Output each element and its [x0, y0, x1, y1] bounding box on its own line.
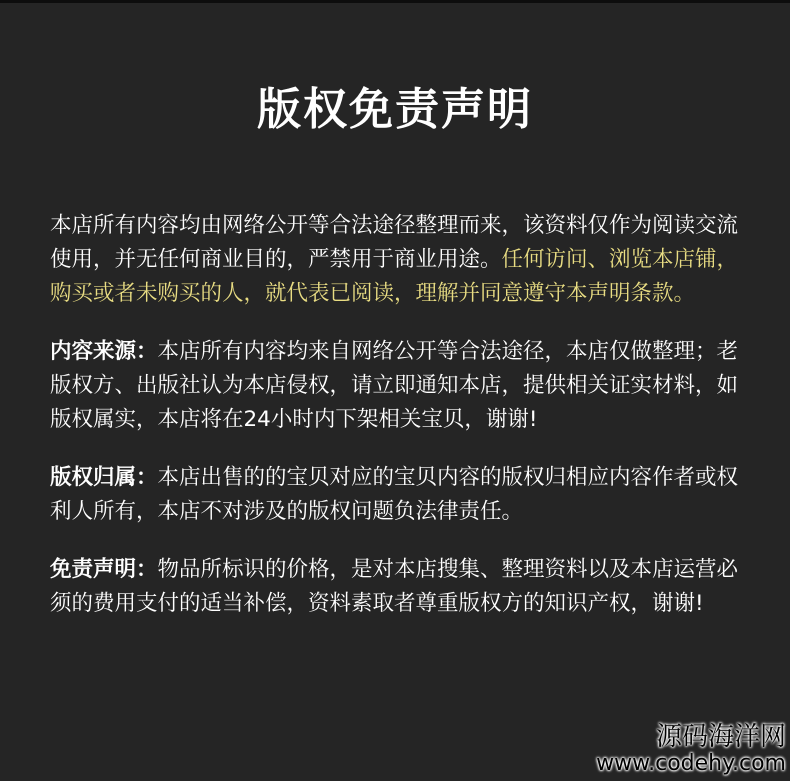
intro-highlight-text: 任何访问、浏览本店铺，购买或者未购买的人，就代表已阅读，理解并同意遵守本声明条款。 — [50, 247, 739, 306]
section-content-source — [50, 335, 750, 437]
section-copyright-ownership — [50, 461, 750, 529]
section-text: 本店所有内容均来自网络公开等合法途径，本店仅做整理；老版权方、出版社认为本店侵权，请立即通知本店，提供相关证实材料，如版权属实，本店将在24小时内下架相关宝贝，谢谢! — [50, 339, 739, 432]
disclaimer-body — [50, 209, 750, 645]
page-title: 版权免责声明 — [257, 84, 533, 135]
section-label: 免责声明： — [50, 557, 158, 582]
section-label: 版权归属： — [50, 465, 158, 490]
section-disclaimer — [50, 553, 750, 621]
watermark-url: www.codehy.com — [596, 751, 786, 776]
section-text: 本店出售的的宝贝对应的宝贝内容的版权归相应内容作者或权利人所有，本店不对涉及的版权问题负法律责任。 — [50, 465, 739, 524]
intro-text: 本店所有内容均由网络公开等合法途径整理而来，该资料仅作为阅读交流使用，并无任何商业目的，严禁用于商业用途。 — [50, 213, 739, 272]
watermark-name: 源码海洋网 — [655, 722, 786, 752]
watermark — [596, 723, 786, 777]
section-label: 内容来源： — [50, 339, 158, 364]
section-text: 物品所标识的价格，是对本店搜集、整理资料以及本店运营必须的费用支付的适当补偿，资料素取者尊重版权方的知识产权，谢谢! — [50, 557, 739, 616]
intro-paragraph — [50, 209, 750, 311]
top-border — [0, 0, 790, 3]
